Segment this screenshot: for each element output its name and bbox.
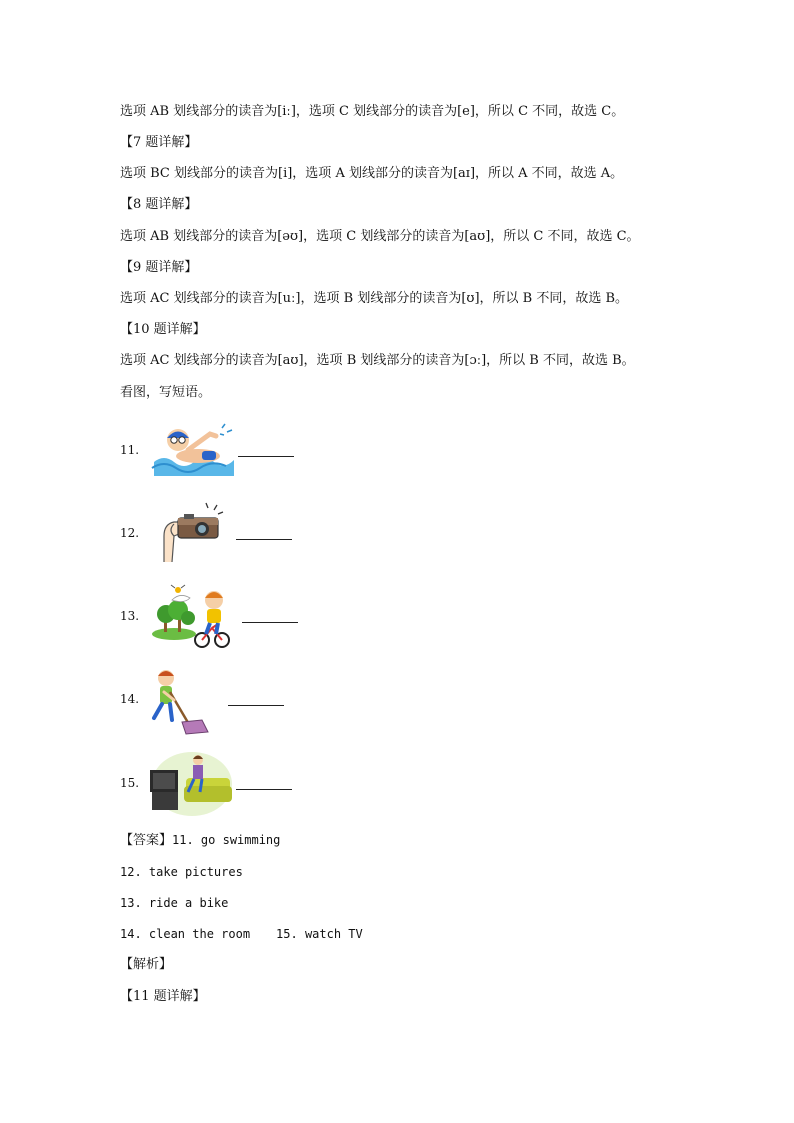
answer-blank-11[interactable] (238, 456, 294, 457)
question-number-11: 11. (120, 443, 140, 457)
answer-13: 13. ride a bike (120, 896, 229, 910)
explanation-line-9: 选项 AC 划线部分的读音为[uː]，选项 B 划线部分的读音为[ʊ]，所以 B 不同，故选 B。 (120, 291, 629, 306)
analysis-label: 【解析】 (120, 957, 173, 972)
section-instruction: 看图，写短语。 (120, 385, 212, 400)
explanation-line-10: 选项 AC 划线部分的读音为[aʊ]，选项 B 划线部分的读音为[ɔː]，所以 B 不同，故选 B。 (120, 353, 635, 368)
heading-q9: 【9 题详解】 (120, 260, 198, 275)
answer-line-11 (120, 831, 280, 850)
answer-blank-14[interactable] (228, 705, 284, 706)
explanation-line-6: 选项 AB 划线部分的读音为[iː]，选项 C 划线部分的读音为[e]，所以 C 不同，故选 C。 (120, 104, 625, 119)
question-number-14: 14. (120, 692, 140, 706)
answer-blank-15[interactable] (236, 789, 292, 790)
question-number-15: 15. (120, 776, 140, 790)
answer-15: 15. watch TV (276, 927, 363, 941)
answer-blank-13[interactable] (242, 622, 298, 623)
camera-hand-icon (158, 502, 224, 564)
question-number-13: 13. (120, 609, 140, 623)
heading-q11: 【11 题详解】 (120, 989, 206, 1004)
heading-q7: 【7 题详解】 (120, 135, 198, 150)
explanation-line-7: 选项 BC 划线部分的读音为[i]，选项 A 划线部分的读音为[aɪ]，所以 A 不同，故选 A。 (120, 166, 624, 181)
explanation-line-8: 选项 AB 划线部分的读音为[əʊ]，选项 C 划线部分的读音为[aʊ]，所以 C 不同，故选 C。 (120, 229, 640, 244)
answer-label: 【答案】 (120, 833, 173, 848)
answer-11: 11. go swimming (172, 833, 281, 847)
watching-tv-icon (148, 748, 232, 816)
answer-line-14-15 (120, 925, 363, 943)
boy-riding-bike-icon (150, 582, 230, 650)
heading-q8: 【8 题详解】 (120, 197, 198, 212)
swimming-boy-icon (150, 420, 236, 478)
boy-sweeping-icon (150, 666, 214, 736)
answer-blank-12[interactable] (236, 539, 292, 540)
heading-q10: 【10 题详解】 (120, 322, 206, 337)
question-number-12: 12. (120, 526, 140, 540)
answer-12: 12. take pictures (120, 865, 243, 879)
answer-14: 14. clean the room (120, 927, 251, 941)
